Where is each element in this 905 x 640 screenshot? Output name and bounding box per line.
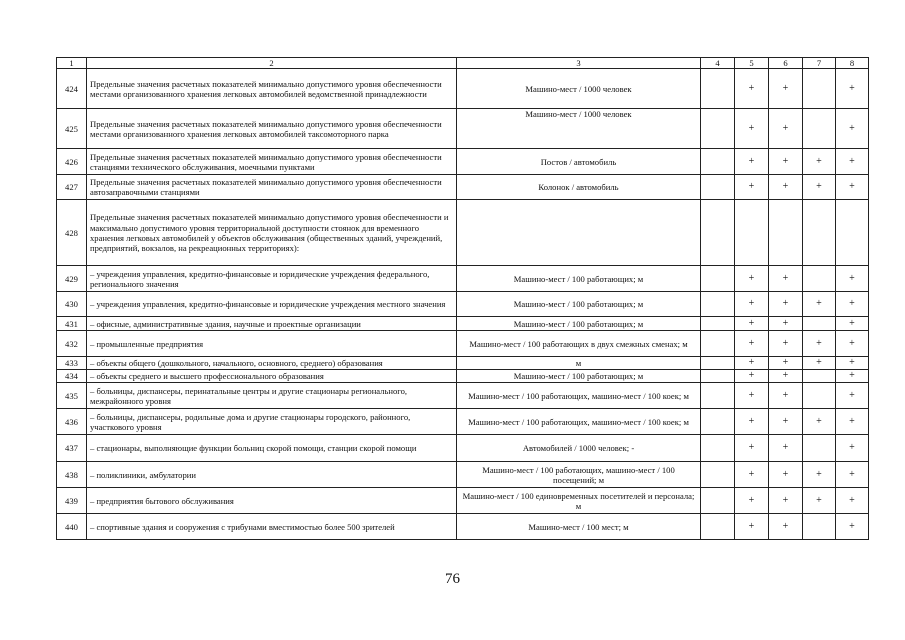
row-col-6: + <box>769 69 803 109</box>
row-name: – учреждения управления, кредитно-финансовые и юридические учреждения местного значения <box>87 292 457 317</box>
row-number: 439 <box>57 488 87 514</box>
row-col-8: + <box>836 149 869 175</box>
row-col-6: + <box>769 357 803 370</box>
row-col-5: + <box>735 175 769 200</box>
row-col-5: + <box>735 370 769 383</box>
row-col-8: + <box>836 435 869 462</box>
row-col-7 <box>803 69 836 109</box>
row-col-4 <box>701 317 735 331</box>
row-col-6: + <box>769 331 803 357</box>
row-col-8: + <box>836 266 869 292</box>
row-col-6: + <box>769 370 803 383</box>
header-cell-4: 4 <box>701 58 735 69</box>
table-row <box>57 409 869 435</box>
row-col-6: + <box>769 175 803 200</box>
row-col-5: + <box>735 357 769 370</box>
row-col-8: + <box>836 331 869 357</box>
row-number: 438 <box>57 462 87 488</box>
table-row <box>57 370 869 383</box>
row-col-5: + <box>735 317 769 331</box>
row-unit: Машино-мест / 1000 человек <box>457 109 701 149</box>
row-number: 426 <box>57 149 87 175</box>
row-col-7: + <box>803 292 836 317</box>
row-col-4 <box>701 435 735 462</box>
row-col-8: + <box>836 317 869 331</box>
row-col-8: + <box>836 175 869 200</box>
header-cell-1: 1 <box>57 58 87 69</box>
row-col-7 <box>803 266 836 292</box>
table-row <box>57 383 869 409</box>
row-col-5: + <box>735 488 769 514</box>
row-col-8: + <box>836 109 869 149</box>
requirements-table <box>56 57 869 540</box>
row-col-7 <box>803 109 836 149</box>
row-col-7: + <box>803 409 836 435</box>
row-name: – промышленные предприятия <box>87 331 457 357</box>
row-col-6: + <box>769 435 803 462</box>
row-col-5: + <box>735 462 769 488</box>
row-name: Предельные значения расчетных показателей минимально допустимого уровня обеспеченности местами организованного хранения легковых автомобилей ведомственной принадлежности <box>87 69 457 109</box>
row-number: 437 <box>57 435 87 462</box>
row-name: Предельные значения расчетных показателей минимально допустимого уровня обеспеченности и максимально допустимого уровня территориальной доступности стоянок для временного хранения легковых автомобилей у объектов обслуживания (общественных зданий, учреждений, предприятий, вокзалов, на рекреационных территориях): <box>87 200 457 266</box>
row-col-7: + <box>803 357 836 370</box>
row-col-4 <box>701 514 735 540</box>
row-col-7: + <box>803 331 836 357</box>
header-cell-5: 5 <box>735 58 769 69</box>
row-name: – предприятия бытового обслуживания <box>87 488 457 514</box>
row-col-4 <box>701 109 735 149</box>
row-unit: Машино-мест / 100 мест; м <box>457 514 701 540</box>
header-cell-2: 2 <box>87 58 457 69</box>
row-col-8: + <box>836 357 869 370</box>
row-number: 435 <box>57 383 87 409</box>
row-col-4 <box>701 331 735 357</box>
row-col-4 <box>701 462 735 488</box>
row-unit: Машино-мест / 100 работающих; м <box>457 266 701 292</box>
row-number: 430 <box>57 292 87 317</box>
row-col-5: + <box>735 514 769 540</box>
table-row <box>57 331 869 357</box>
row-col-5: + <box>735 292 769 317</box>
row-col-5: + <box>735 331 769 357</box>
row-col-7 <box>803 370 836 383</box>
row-col-8 <box>836 200 869 266</box>
row-unit: Колонок / автомобиль <box>457 175 701 200</box>
row-col-8: + <box>836 292 869 317</box>
row-number: 424 <box>57 69 87 109</box>
row-col-7: + <box>803 175 836 200</box>
row-number: 436 <box>57 409 87 435</box>
row-name: – учреждения управления, кредитно-финансовые и юридические учреждения федерального, регионального значения <box>87 266 457 292</box>
row-unit: Машино-мест / 100 единовременных посетителей и персонала; м <box>457 488 701 514</box>
row-col-5: + <box>735 409 769 435</box>
row-col-6: + <box>769 409 803 435</box>
row-unit: Машино-мест / 100 работающих, машино-мест / 100 коек; м <box>457 409 701 435</box>
row-col-6: + <box>769 514 803 540</box>
row-unit: Машино-мест / 100 работающих; м <box>457 317 701 331</box>
row-col-6: + <box>769 317 803 331</box>
row-number: 434 <box>57 370 87 383</box>
row-number: 440 <box>57 514 87 540</box>
row-col-6: + <box>769 149 803 175</box>
row-number: 425 <box>57 109 87 149</box>
row-col-5: + <box>735 109 769 149</box>
row-col-5: + <box>735 383 769 409</box>
header-cell-6: 6 <box>769 58 803 69</box>
table-row <box>57 317 869 331</box>
row-unit <box>457 200 701 266</box>
row-name: – объекты общего (дошкольного, начального, основного, среднего) образования <box>87 357 457 370</box>
row-col-6: + <box>769 462 803 488</box>
page-number: 76 <box>445 571 460 587</box>
table-row <box>57 109 869 149</box>
table-row <box>57 200 869 266</box>
row-col-6 <box>769 200 803 266</box>
table-body <box>57 69 869 540</box>
row-col-4 <box>701 200 735 266</box>
row-col-4 <box>701 149 735 175</box>
row-col-6: + <box>769 109 803 149</box>
header-row <box>57 58 869 69</box>
table-row <box>57 435 869 462</box>
row-col-5: + <box>735 149 769 175</box>
row-number: 431 <box>57 317 87 331</box>
row-col-5: + <box>735 69 769 109</box>
table-row <box>57 462 869 488</box>
row-number: 427 <box>57 175 87 200</box>
row-number: 428 <box>57 200 87 266</box>
row-col-4 <box>701 266 735 292</box>
row-col-4 <box>701 357 735 370</box>
row-col-6: + <box>769 383 803 409</box>
row-col-4 <box>701 292 735 317</box>
row-col-7 <box>803 514 836 540</box>
row-col-7 <box>803 200 836 266</box>
row-col-5: + <box>735 435 769 462</box>
table-row <box>57 488 869 514</box>
row-name: – больницы, диспансеры, родильные дома и другие стационары городского, районного, участкового уровня <box>87 409 457 435</box>
row-unit: Машино-мест / 100 работающих, машино-мест / 100 посещений; м <box>457 462 701 488</box>
row-unit: Машино-мест / 100 работающих; м <box>457 292 701 317</box>
row-unit: Автомобилей / 1000 человек; - <box>457 435 701 462</box>
row-col-8: + <box>836 409 869 435</box>
row-col-6: + <box>769 266 803 292</box>
row-name: Предельные значения расчетных показателей минимально допустимого уровня обеспеченности станциями технического обслуживания, моечными пунктами <box>87 149 457 175</box>
table-row <box>57 292 869 317</box>
row-unit: Машино-мест / 100 работающих в двух смежных сменах; м <box>457 331 701 357</box>
row-col-4 <box>701 383 735 409</box>
row-name: – офисные, административные здания, научные и проектные организации <box>87 317 457 331</box>
table-row <box>57 357 869 370</box>
row-col-7 <box>803 435 836 462</box>
row-number: 432 <box>57 331 87 357</box>
row-unit: Постов / автомобиль <box>457 149 701 175</box>
row-col-4 <box>701 175 735 200</box>
row-number: 433 <box>57 357 87 370</box>
row-name: – больницы, диспансеры, перинатальные центры и другие стационары регионального, межрайонного уровня <box>87 383 457 409</box>
row-col-7: + <box>803 462 836 488</box>
row-name: – поликлиники, амбулатории <box>87 462 457 488</box>
row-col-6: + <box>769 488 803 514</box>
row-col-7 <box>803 383 836 409</box>
row-unit: Машино-мест / 1000 человек <box>457 69 701 109</box>
row-unit: м <box>457 357 701 370</box>
row-name: Предельные значения расчетных показателей минимально допустимого уровня обеспеченности автозаправочными станциями <box>87 175 457 200</box>
row-name: – объекты среднего и высшего профессионального образования <box>87 370 457 383</box>
row-name: – стационары, выполняющие функции больниц скорой помощи, станции скорой помощи <box>87 435 457 462</box>
row-col-7 <box>803 317 836 331</box>
row-col-4 <box>701 69 735 109</box>
table-row <box>57 175 869 200</box>
row-col-8: + <box>836 69 869 109</box>
row-col-8: + <box>836 462 869 488</box>
header-cell-3: 3 <box>457 58 701 69</box>
row-col-7: + <box>803 488 836 514</box>
header-cell-8: 8 <box>836 58 869 69</box>
row-col-4 <box>701 370 735 383</box>
row-col-7: + <box>803 149 836 175</box>
row-number: 429 <box>57 266 87 292</box>
row-col-4 <box>701 409 735 435</box>
row-col-8: + <box>836 383 869 409</box>
row-col-6: + <box>769 292 803 317</box>
row-col-8: + <box>836 370 869 383</box>
row-col-8: + <box>836 514 869 540</box>
row-unit: Машино-мест / 100 работающих; м <box>457 370 701 383</box>
table-row <box>57 149 869 175</box>
row-col-5 <box>735 200 769 266</box>
row-col-8: + <box>836 488 869 514</box>
row-col-4 <box>701 488 735 514</box>
row-name: – спортивные здания и сооружения с трибунами вместимостью более 500 зрителей <box>87 514 457 540</box>
row-unit: Машино-мест / 100 работающих, машино-мест / 100 коек; м <box>457 383 701 409</box>
table-row <box>57 514 869 540</box>
table-row <box>57 69 869 109</box>
header-cell-7: 7 <box>803 58 836 69</box>
row-name: Предельные значения расчетных показателей минимально допустимого уровня обеспеченности местами организованного хранения легковых автомобилей таксомоторного парка <box>87 109 457 149</box>
row-col-5: + <box>735 266 769 292</box>
table-row <box>57 266 869 292</box>
